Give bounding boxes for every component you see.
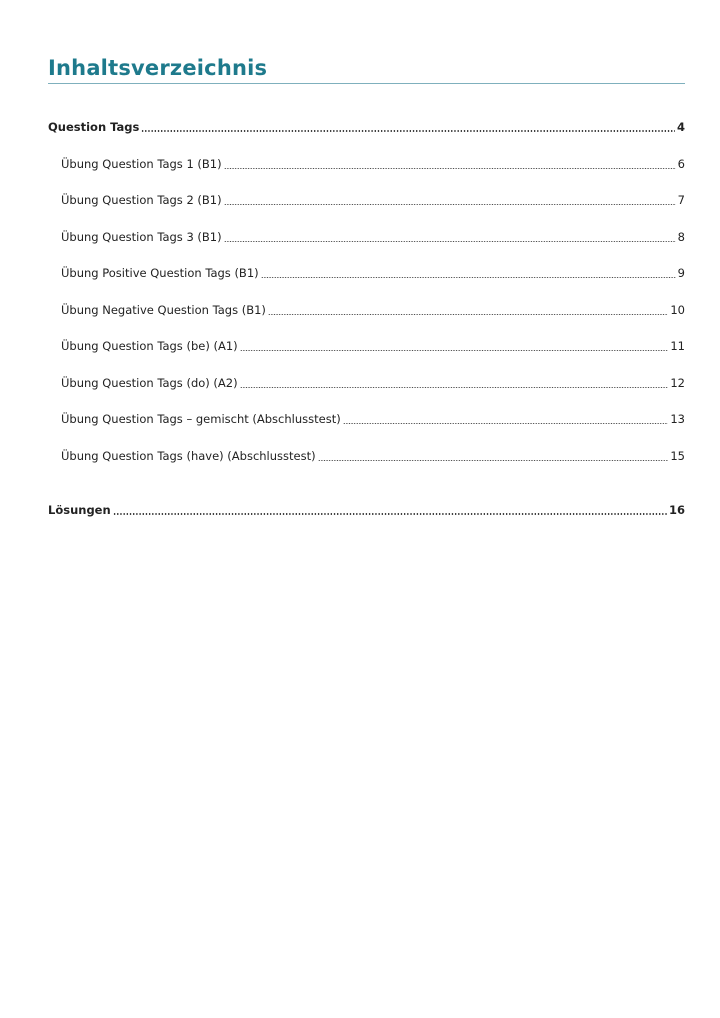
dot-leader <box>318 447 669 465</box>
toc-entry-label: Übung Question Tags (do) (A2) <box>61 376 238 390</box>
toc-entry-label: Übung Question Tags 2 (B1) <box>61 193 222 207</box>
toc-entry-label: Übung Question Tags 1 (B1) <box>61 157 222 171</box>
toc-entry-loesungen[interactable] <box>48 501 685 519</box>
toc-entry-uebung-1[interactable] <box>61 155 685 173</box>
toc-entry-uebung-gemischt[interactable] <box>61 410 685 428</box>
toc-entry-uebung-positive[interactable] <box>61 264 685 282</box>
toc-entry-page-number: 13 <box>670 412 685 426</box>
toc-entry-uebung-have[interactable] <box>61 447 685 465</box>
toc-entry-label: Übung Negative Question Tags (B1) <box>61 303 266 317</box>
dot-leader <box>113 501 667 519</box>
dot-leader <box>240 374 669 392</box>
toc-entry-page-number: 7 <box>677 193 685 207</box>
title-divider <box>48 83 685 84</box>
dot-leader <box>240 337 669 355</box>
toc-entry-page-number: 8 <box>677 230 685 244</box>
toc-entry-label: Übung Question Tags – gemischt (Abschlusstest) <box>61 412 341 426</box>
toc-entry-label: Übung Positive Question Tags (B1) <box>61 266 259 280</box>
toc-entry-page-number: 6 <box>677 157 685 171</box>
dot-leader <box>343 410 669 428</box>
toc-entry-uebung-3[interactable] <box>61 228 685 246</box>
toc-entry-label: Übung Question Tags 3 (B1) <box>61 230 222 244</box>
toc-entry-label: Lösungen <box>48 503 111 517</box>
page-title: Inhaltsverzeichnis <box>48 56 268 80</box>
toc-entry-label: Übung Question Tags (have) (Abschlusstest) <box>61 449 316 463</box>
toc-entry-page-number: 4 <box>676 120 685 134</box>
toc-entry-page-number: 10 <box>670 303 685 317</box>
toc-entry-label: Übung Question Tags (be) (A1) <box>61 339 238 353</box>
toc-entry-uebung-negative[interactable] <box>61 301 685 319</box>
toc-entry-page-number: 12 <box>670 376 685 390</box>
toc-entry-page-number: 9 <box>677 266 685 280</box>
toc-entry-question-tags[interactable] <box>48 118 685 136</box>
toc-entry-uebung-do[interactable] <box>61 374 685 392</box>
toc-entry-label: Question Tags <box>48 120 140 134</box>
toc-entry-uebung-be[interactable] <box>61 337 685 355</box>
toc-entry-uebung-2[interactable] <box>61 191 685 209</box>
dot-leader <box>261 264 676 282</box>
dot-leader <box>224 191 676 209</box>
toc-entry-page-number: 11 <box>670 339 685 353</box>
dot-leader <box>268 301 668 319</box>
toc-entry-page-number: 16 <box>668 503 685 517</box>
toc-entry-page-number: 15 <box>670 449 685 463</box>
dot-leader <box>224 155 676 173</box>
dot-leader <box>224 228 676 246</box>
dot-leader <box>141 118 675 136</box>
